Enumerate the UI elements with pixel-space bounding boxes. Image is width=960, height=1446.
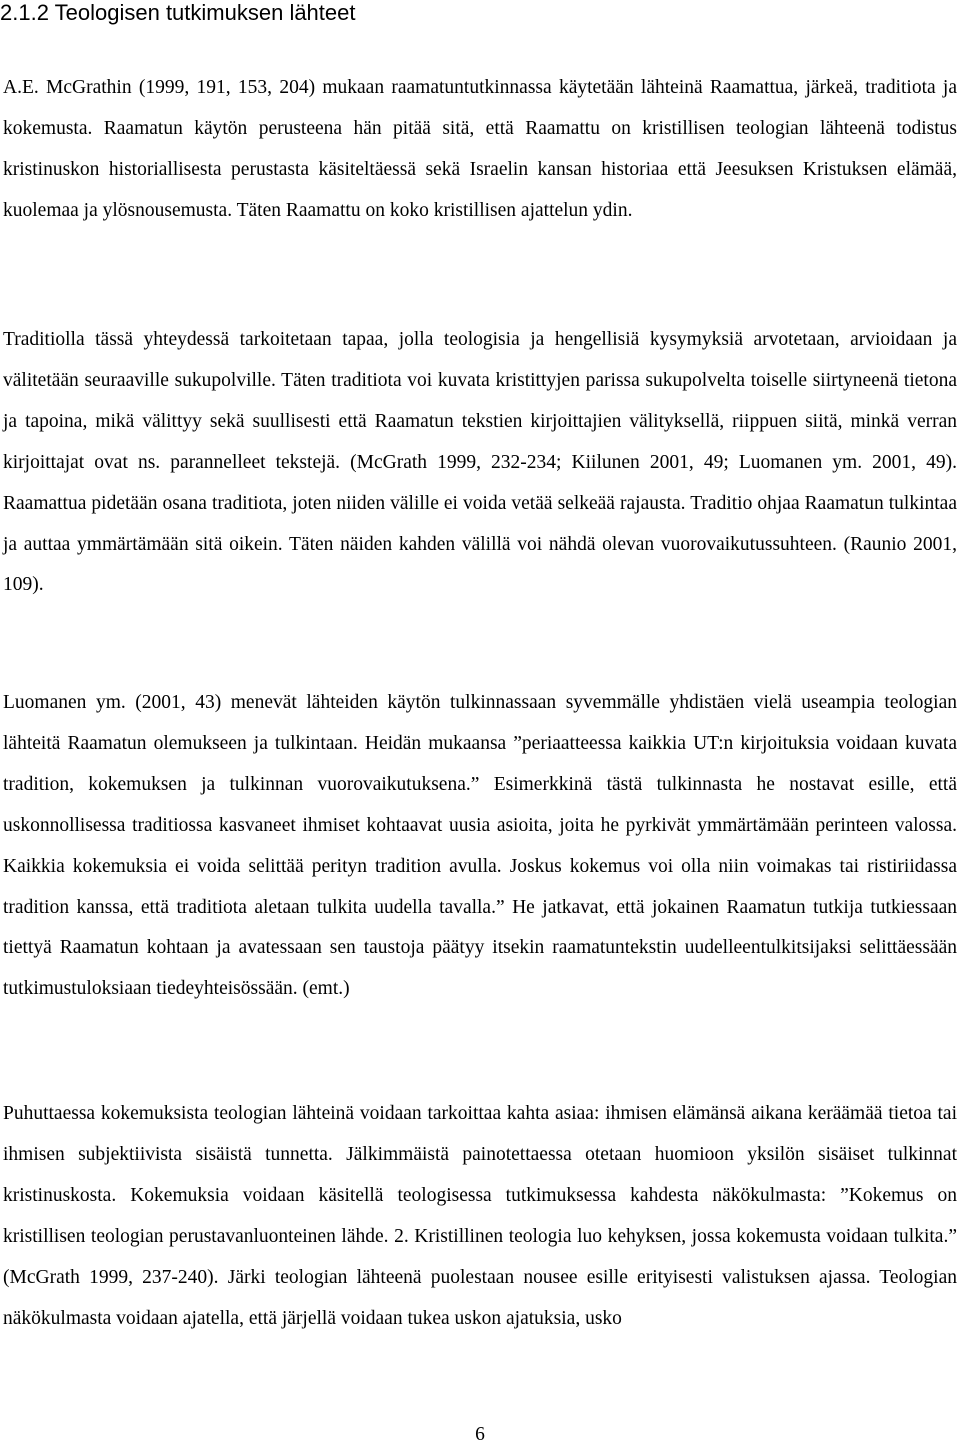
paragraph-luomanen: Luomanen ym. (2001, 43) menevät lähteiden käytön tulkinnassaan syvemmälle yhdistäen vielä useampia teologian lähteitä Raamatun olemukseen ja tulkintaan. Heidän mukaansa ”periaatteessa kaikkia UT:n kirjoituksia voidaan kuvata tradition, kokemuksen ja tulkinnan vuorovaikutuksena.” Esimerkkinä tästä tulkinnasta he nostavat esille, että uskonnollisessa traditiossa kasvaneet ihmiset kohtaavat uusia asioita, joita he pyrkivät ymmärtämään perinteen valossa. Kaikkia kokemuksia ei voida selittää perityn tradition avulla. Joskus kokemus voi olla niin voimakas tai ristiriidassa tradition kanssa, että traditiota aletaan tulkita uudella tavalla.” He jatkavat, että jokainen Raamatun tutkija tutkiessaan tiettyä Raamatun kohtaan ja avatessaan sen taustoja päätyy itsekin raamatuntekstin uudelleentulkitsijaksi selittäessään tutkimustuloksiaan tiedeyhteisössään. (emt.) (3, 692, 957, 1000)
page-number: 6 (475, 1424, 485, 1445)
section-heading: 2.1.2 Teologisen tutkimuksen lähteet (0, 0, 356, 25)
paragraph-sources-overview: A.E. McGrathin (1999, 191, 153, 204) mukaan raamatuntutkinnassa käytetään lähteinä Raamattua, järkeä, traditiota ja kokemusta. Raamatun käytön perusteena hän pitää sitä, että Raamattu on kristillisen teologian lähteenä todistus kristinuskon historiallisesta perustasta käsiteltäessä sekä Israelin kansan historiaa että Jeesuksen Kristuksen elämää, kuolemaa ja ylösnousemusta. Täten Raamattu on koko kristillisen ajattelun ydin. (3, 77, 957, 221)
paragraph-tradition: Traditiolla tässä yhteydessä tarkoitetaan tapaa, jolla teologisia ja hengellisiä kysymyksiä arvotetaan, arvioidaan ja välitetään seuraaville sukupolville. Täten traditiota voi kuvata kristittyjen parissa sukupolvelta toiselle siirtyneenä tietona ja tapoina, mikä välittyy sekä suullisesti että Raamatun tekstien kirjoittajien välityksellä, riippuen siitä, minkä verran kirjoittajat ovat ns. parannelleet tekstejä. (McGrath 1999, 232-234; Kiilunen 2001, 49; Luomanen ym. 2001, 49). Raamattua pidetään osana traditiota, joten niiden välille ei voida vetää selkeää rajausta. Traditio ohjaa Raamatun tulkintaa ja auttaa ymmärtämään sitä oikein. Täten näiden kahden välillä voi nähdä olevan vuorovaikutussuhteen. (Raunio 2001, 109). (3, 329, 957, 596)
paragraph-experience: Puhuttaessa kokemuksista teologian lähteinä voidaan tarkoittaa kahta asiaa: ihmisen elämänsä aikana keräämää tietoa tai ihmisen subjektiivista sisäistä tunnetta. Jälkimmäistä painotettaessa otetaan huomioon yksilön sisäiset tulkinnat kristinuskosta. Kokemuksia voidaan käsitellä teologisessa tutkimuksessa kahdesta näkökulmasta: ”Kokemus on kristillisen teologian perustavanluonteinen lähde. 2. Kristillinen teologia luo kehyksen, jossa kokemusta voidaan tulkita.” (McGrath 1999, 237-240). Järki teologian lähteenä puolestaan nousee esille erityisesti valistuksen ajassa. Teologian näkökulmasta voidaan ajatella, että järjellä voidaan tukea uskon ajatuksia, usko (3, 1103, 957, 1329)
